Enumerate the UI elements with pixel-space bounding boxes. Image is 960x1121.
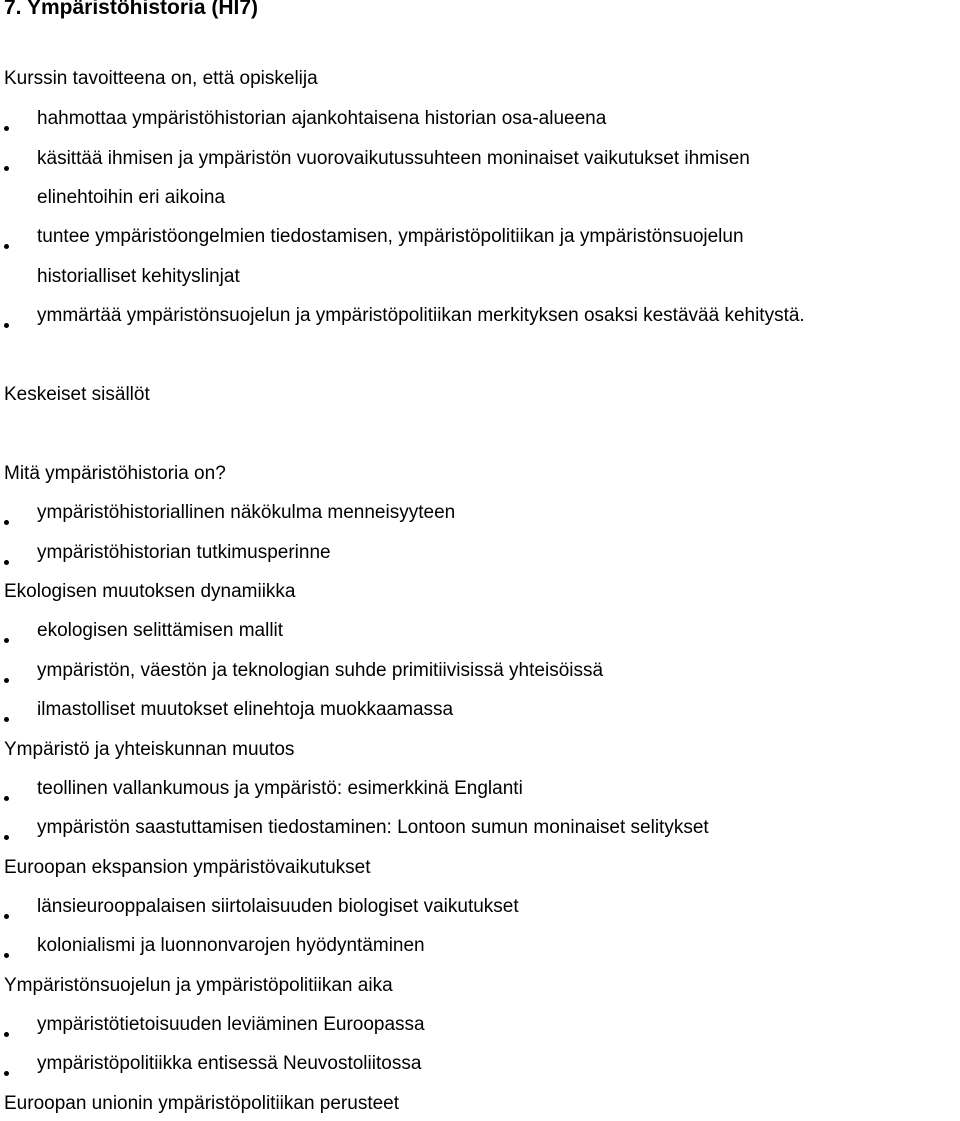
section-item: kolonialismi ja luonnonvarojen hyödyntäminen <box>37 935 425 956</box>
goal-item: hahmottaa ympäristöhistorian ajankohtaisena historian osa-alueena <box>37 108 607 129</box>
section-item: ekologisen selittämisen mallit <box>37 620 284 641</box>
bullet-icon <box>4 126 9 131</box>
section-item: ympäristön saastuttamisen tiedostaminen: Lontoon sumun moninaiset selitykset <box>37 817 709 838</box>
contents-heading: Keskeiset sisällöt <box>4 384 150 405</box>
section-item: ilmastolliset muutokset elinehtoja muokkaamassa <box>37 699 454 720</box>
section-heading: Ympäristönsuojelun ja ympäristöpolitiikan aika <box>4 975 393 996</box>
goal-item-continuation: historialliset kehityslinjat <box>37 266 240 287</box>
bullet-icon <box>4 953 9 958</box>
goal-item: ymmärtää ympäristönsuojelun ja ympäristöpolitiikan merkityksen osaksi kestävää kehitystä. <box>37 305 805 326</box>
bullet-icon <box>4 914 9 919</box>
bullet-icon <box>4 835 9 840</box>
section-item: länsieurooppalaisen siirtolaisuuden biologiset vaikutukset <box>37 896 519 917</box>
goal-item-continuation: elinehtoihin eri aikoina <box>37 187 226 208</box>
goal-item: tuntee ympäristöongelmien tiedostamisen, ympäristöpolitiikan ja ympäristönsuojelun <box>37 226 744 247</box>
section-heading: Euroopan unionin ympäristöpolitiikan perusteet <box>4 1093 400 1114</box>
bullet-icon <box>4 520 9 525</box>
bullet-icon <box>4 717 9 722</box>
bullet-icon <box>4 796 9 801</box>
section-item: teollinen vallankumous ja ympäristö: esimerkkinä Englanti <box>37 778 523 799</box>
bullet-icon <box>4 638 9 643</box>
section-heading: Euroopan ekspansion ympäristövaikutukset <box>4 857 371 878</box>
intro-text: Kurssin tavoitteena on, että opiskelija <box>4 68 318 89</box>
section-heading: Ekologisen muutoksen dynamiikka <box>4 581 296 602</box>
section-item: ympäristötietoisuuden leviäminen Euroopassa <box>37 1014 425 1035</box>
bullet-icon <box>4 1032 9 1037</box>
section-heading: Ympäristö ja yhteiskunnan muutos <box>4 739 295 760</box>
bullet-icon <box>4 678 9 683</box>
page-title: 7. Ympäristöhistoria (HI7) <box>4 0 259 19</box>
section-item: ympäristön, väestön ja teknologian suhde primitiivisissä yhteisöissä <box>37 660 604 681</box>
goal-item: käsittää ihmisen ja ympäristön vuorovaikutussuhteen moninaiset vaikutukset ihmisen <box>37 148 750 169</box>
section-item: ympäristöpolitiikka entisessä Neuvostoliitossa <box>37 1053 422 1074</box>
bullet-icon <box>4 1071 9 1076</box>
bullet-icon <box>4 244 9 249</box>
section-item: ympäristöhistoriallinen näkökulma menneisyyteen <box>37 502 456 523</box>
section-heading: Mitä ympäristöhistoria on? <box>4 463 226 484</box>
bullet-icon <box>4 560 9 565</box>
bullet-icon <box>4 166 9 171</box>
section-item: ympäristöhistorian tutkimusperinne <box>37 542 331 563</box>
bullet-icon <box>4 323 9 328</box>
